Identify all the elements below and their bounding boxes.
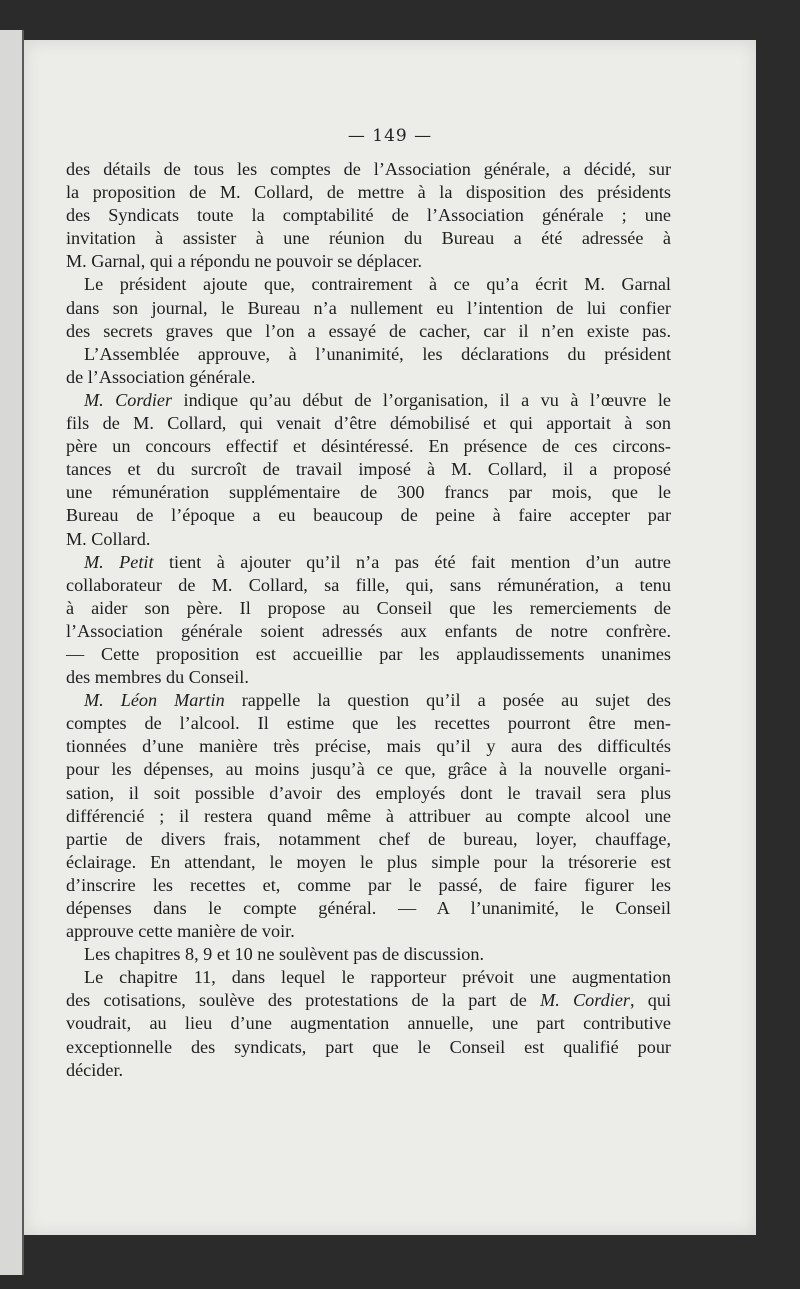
text-line xyxy=(66,528,671,551)
text-line xyxy=(66,758,671,781)
line-text: des secrets graves que l’on a essayé de cacher, car il n’en existe pas. xyxy=(66,320,671,341)
text-line xyxy=(66,250,671,273)
speaker-name: M. Cordier xyxy=(84,389,173,410)
line-text: — Cette proposition est accueillie par les applaudissements unanimes xyxy=(66,643,671,664)
text-line xyxy=(66,828,671,851)
page-number: — 149 — xyxy=(347,126,433,146)
line-text: Bureau de l’époque a eu beaucoup de peine à faire accepter par xyxy=(66,505,671,526)
text-line xyxy=(66,643,671,666)
text-line xyxy=(66,597,671,620)
line-text: d’inscrire les recettes et, comme par le passé, de faire figurer les xyxy=(66,874,671,895)
line-text: fils de M. Collard, qui venait d’être démobilisé et qui apportait à son xyxy=(66,413,671,434)
text-line xyxy=(66,1012,671,1035)
line-text: de l’Association générale. xyxy=(66,366,256,387)
book-page xyxy=(24,40,756,1235)
line-text: pour les dépenses, au moins jusqu’à ce que, grâce à la nouvelle organi- xyxy=(66,759,671,780)
text-line xyxy=(66,966,671,989)
line-text: tionnées d’une manière très précise, mais qu’il y aura des difficultés xyxy=(66,736,671,757)
text-line xyxy=(66,1036,671,1059)
text-line xyxy=(66,689,671,712)
line-text: éclairage. En attendant, le moyen le plus simple pour la trésorerie est xyxy=(66,851,671,872)
text-line xyxy=(66,158,671,181)
line-text: sation, il soit possible d’avoir des employés dont le travail sera plus xyxy=(66,782,671,803)
line-text: indique qu’au début de l’organisation, il a vu à l’œuvre le xyxy=(172,389,671,410)
line-text: approuve cette manière de voir. xyxy=(66,921,295,942)
line-text: Le chapitre 11, dans lequel le rapporteur prévoit une augmentation xyxy=(84,967,671,988)
line-text: exceptionnelle des syndicats, part que le Conseil est qualifié pour xyxy=(66,1036,671,1057)
line-text: collaborateur de M. Collard, sa fille, qui, sans rémunération, a tenu xyxy=(66,574,671,595)
line-text: dans son journal, le Bureau n’a nullement eu l’intention de lui confier xyxy=(66,297,671,318)
text-line xyxy=(66,458,671,481)
line-text: décider. xyxy=(66,1059,124,1080)
text-line xyxy=(66,666,671,689)
line-text: différencié ; il restera quand même à attribuer au compte alcool une xyxy=(66,805,671,826)
line-text: Les chapitres 8, 9 et 10 ne soulèvent pas de discussion. xyxy=(84,944,485,965)
line-text: M. Collard. xyxy=(66,528,151,549)
line-text: comptes de l’alcool. Il estime que les recettes pourront être men- xyxy=(66,713,671,734)
line-text: l’Association générale soient adressés aux enfants de notre confrère. xyxy=(66,620,671,641)
text-line xyxy=(66,389,671,412)
text-line xyxy=(66,574,671,597)
line-text: Le président ajoute que, contrairement à ce qu’a écrit M. Garnal xyxy=(84,274,671,295)
text-line xyxy=(66,620,671,643)
line-text: M. Garnal, qui a répondu ne pouvoir se déplacer. xyxy=(66,251,423,272)
previous-page-edge xyxy=(0,30,24,1275)
text-line xyxy=(66,412,671,435)
line-text: invitation à assister à une réunion du Bureau a été adressée à xyxy=(66,228,671,249)
line-text: partie de divers frais, notamment chef de bureau, loyer, chauffage, xyxy=(66,828,671,849)
line-text: la proposition de M. Collard, de mettre à la disposition des présidents xyxy=(66,182,671,203)
line-text: des Syndicats toute la comptabilité de l’Association générale ; une xyxy=(66,205,671,226)
line-text: tient à ajouter qu’il n’a pas été fait mention d’un autre xyxy=(153,551,671,572)
text-line xyxy=(66,551,671,574)
text-line xyxy=(66,920,671,943)
text-line xyxy=(66,1059,671,1082)
text-line xyxy=(66,181,671,204)
text-line xyxy=(66,712,671,735)
line-text: père un concours effectif et désintéressé. En présence de ces circons- xyxy=(66,436,671,457)
text-line xyxy=(66,805,671,828)
line-text: une rémunération supplémentaire de 300 francs par mois, que le xyxy=(66,482,671,503)
text-line xyxy=(66,989,671,1012)
speaker-name: M. Léon Martin xyxy=(84,690,225,711)
line-text: des cotisations, soulève des protestations de la part de xyxy=(66,990,541,1011)
line-text: dépenses dans le compte général. — A l’unanimité, le Conseil xyxy=(66,898,671,918)
line-text: à aider son père. Il propose au Conseil que les remerciements de xyxy=(66,597,671,618)
text-line xyxy=(66,851,671,874)
text-line xyxy=(66,297,671,320)
text-line xyxy=(66,897,671,920)
text-line xyxy=(66,504,671,527)
line-text: , qui xyxy=(629,990,671,1011)
text-line xyxy=(66,481,671,504)
line-text: tances et du surcroît de travail imposé à M. Collard, il a proposé xyxy=(66,459,671,480)
line-text: des détails de tous les comptes de l’Association générale, a décidé, sur xyxy=(66,159,671,179)
text-line xyxy=(66,782,671,805)
speaker-name: M. Petit xyxy=(84,551,154,572)
speaker-name: M. Cordier xyxy=(540,990,630,1011)
text-line xyxy=(66,204,671,227)
text-line xyxy=(66,227,671,250)
line-text: voudrait, au lieu d’une augmentation annuelle, une part contributive xyxy=(66,1013,671,1034)
text-line xyxy=(66,735,671,758)
text-line xyxy=(66,273,671,296)
line-text: rappelle la question qu’il a posée au sujet des xyxy=(224,690,671,711)
text-line xyxy=(66,943,671,966)
body-text xyxy=(66,158,671,1082)
line-text: L’Assemblée approuve, à l’unanimité, les déclarations du président xyxy=(84,343,671,364)
text-line xyxy=(66,366,671,389)
line-text: des membres du Conseil. xyxy=(66,667,249,688)
text-line xyxy=(66,874,671,897)
text-line xyxy=(66,343,671,366)
text-line xyxy=(66,320,671,343)
text-line xyxy=(66,435,671,458)
